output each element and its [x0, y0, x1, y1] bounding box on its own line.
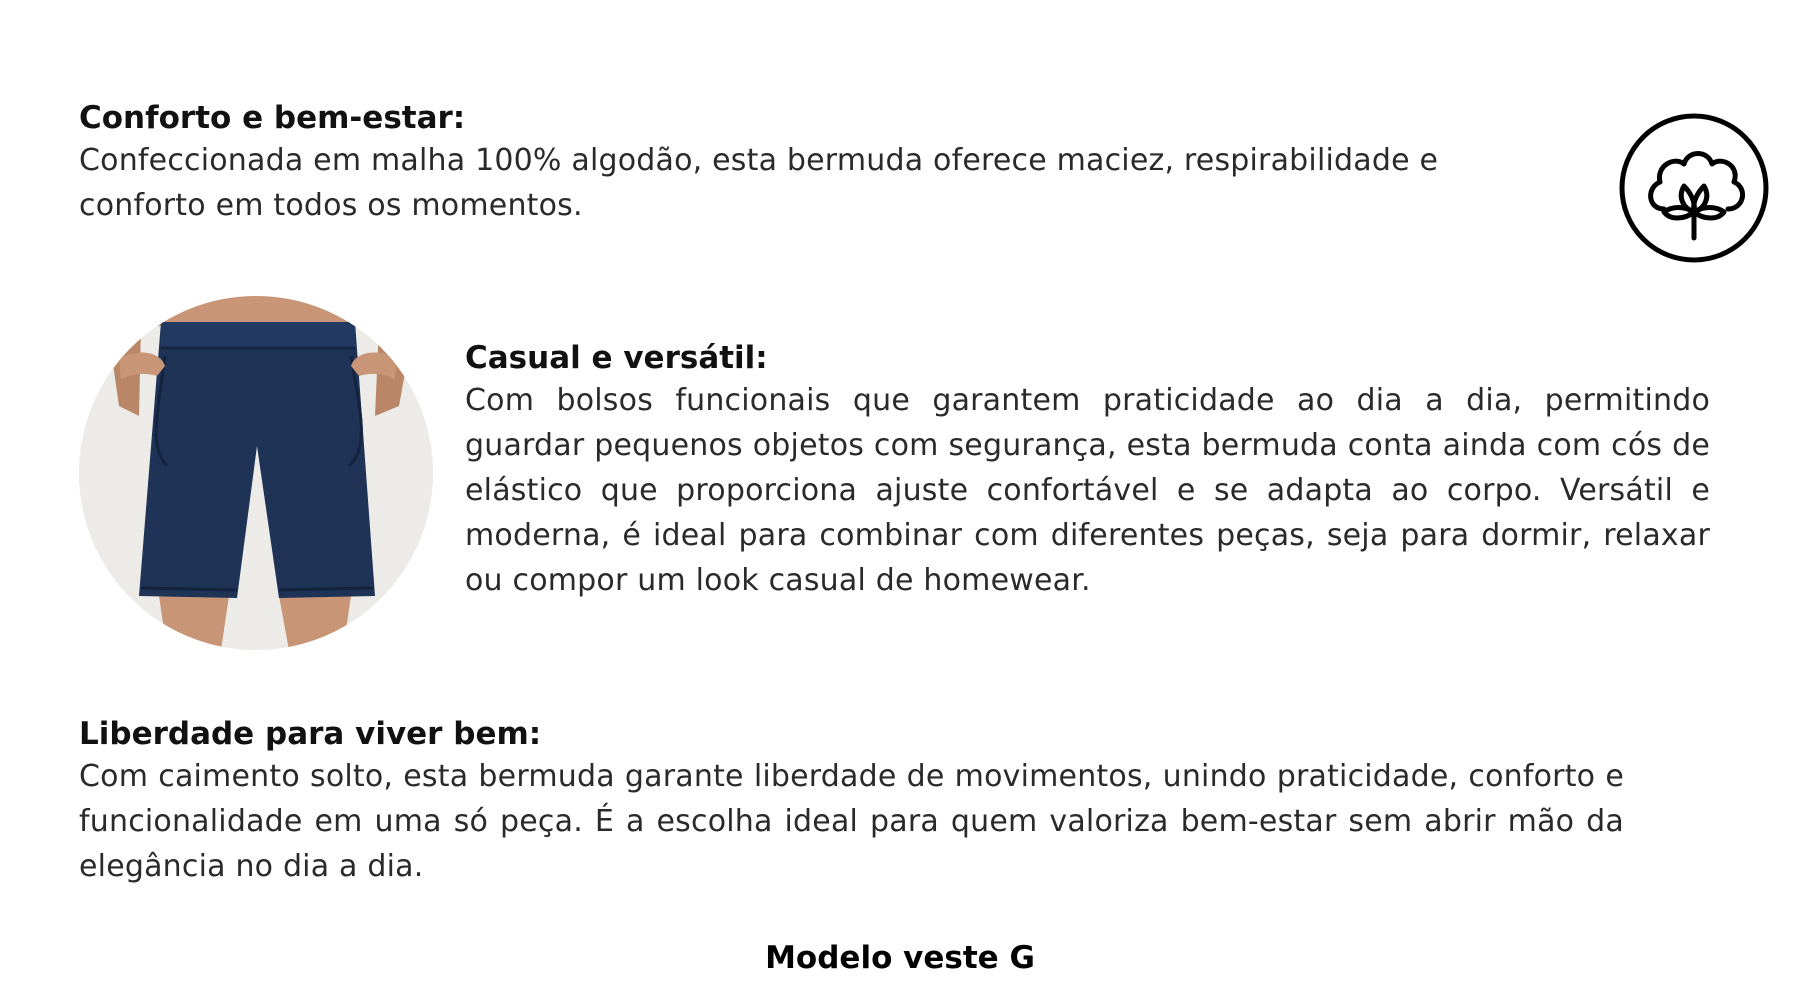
section-casual — [465, 338, 1710, 603]
section-heading: Casual e versátil: — [465, 340, 768, 376]
section-conforto — [79, 98, 1509, 228]
product-photo-shorts — [79, 296, 433, 650]
section-text: Com bolsos funcionais que garantem praticidade ao dia a dia, permitindo guardar pequenos objetos com segurança, esta bermuda conta ainda com cós de elástico que proporciona ajuste confortável e se adapta ao corpo. Versátil e moderna, é ideal para combinar com diferentes peças, seja para dormir, relaxar ou compor um look casual de homewear. — [465, 383, 1710, 598]
section-heading: Conforto e bem-estar: — [79, 100, 466, 136]
section-heading: Liberdade para viver bem: — [79, 716, 542, 752]
cotton-flower-icon — [1618, 112, 1770, 264]
model-size-note: Modelo veste G — [765, 940, 1035, 976]
section-text: Com caimento solto, esta bermuda garante liberdade de movimentos, unindo praticidade, conforto e funcionalidade em uma só peça. É a escolha ideal para quem valoriza bem-estar sem abrir mão da elegância no dia a dia. — [79, 759, 1624, 884]
section-text: Confeccionada em malha 100% algodão, esta bermuda oferece maciez, respirabilidade e conforto em todos os momentos. — [79, 143, 1439, 223]
section-liberdade — [79, 714, 1624, 889]
